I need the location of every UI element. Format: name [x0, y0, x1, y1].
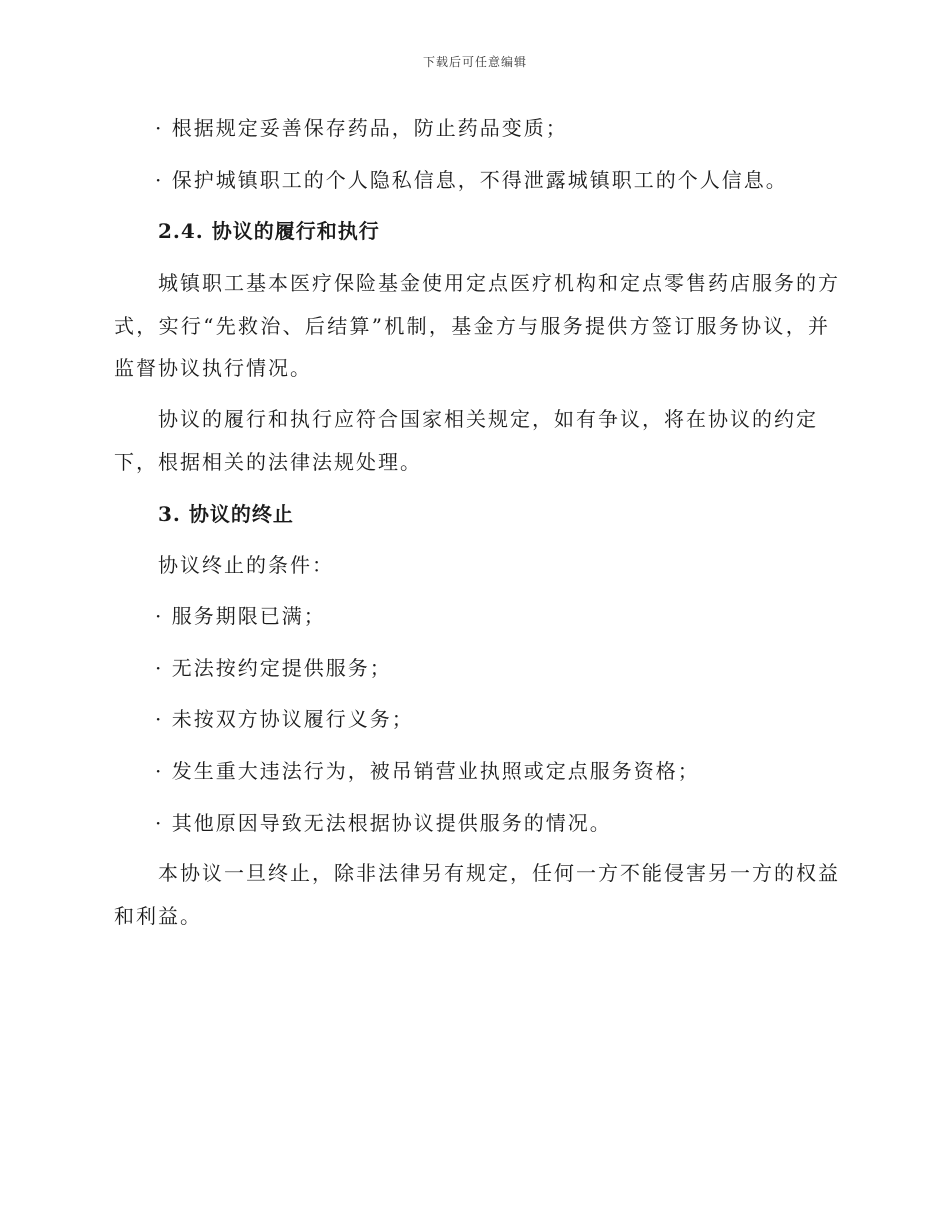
condition-item-5: · 其他原因导致无法根据协议提供服务的情况。: [155, 811, 612, 835]
section-heading-3: 3. 协议的终止: [158, 502, 294, 526]
paragraph-3-line-1: 本协议一旦终止，除非法律另有规定，任何一方不能侵害另一方的权益: [158, 861, 840, 885]
paragraph-1-line-2: 式，实行“先救治、后结算”机制，基金方与服务提供方签订服务协议，并: [114, 314, 830, 338]
paragraph-1-line-1: 城镇职工基本医疗保险基金使用定点医疗机构和定点零售药店服务的方: [158, 271, 840, 295]
paragraph-3-line-2: 和利益。: [114, 904, 202, 928]
condition-item-2: · 无法按约定提供服务；: [155, 656, 392, 680]
paragraph-2-line-2: 下，根据相关的法律法规处理。: [114, 450, 422, 474]
condition-item-3: · 未按双方协议履行义务；: [155, 707, 414, 731]
paragraph-2-line-1: 协议的履行和执行应符合国家相关规定，如有争议，将在协议的约定: [158, 407, 818, 431]
paragraph-1-line-3: 监督协议执行情况。: [114, 356, 312, 380]
bullet-protect-privacy: · 保护城镇职工的个人隐私信息，不得泄露城镇职工的个人信息。: [155, 168, 788, 192]
section-heading-2-4: 2.4. 协议的履行和执行: [158, 219, 380, 243]
bullet-store-drugs: · 根据规定妥善保存药品，防止药品变质；: [155, 116, 568, 140]
page-header: 下载后可任意编辑: [422, 55, 527, 69]
condition-item-4: · 发生重大违法行为，被吊销营业执照或定点服务资格；: [155, 759, 700, 783]
condition-item-1: · 服务期限已满；: [155, 604, 326, 628]
conditions-intro: 协议终止的条件：: [158, 553, 334, 577]
